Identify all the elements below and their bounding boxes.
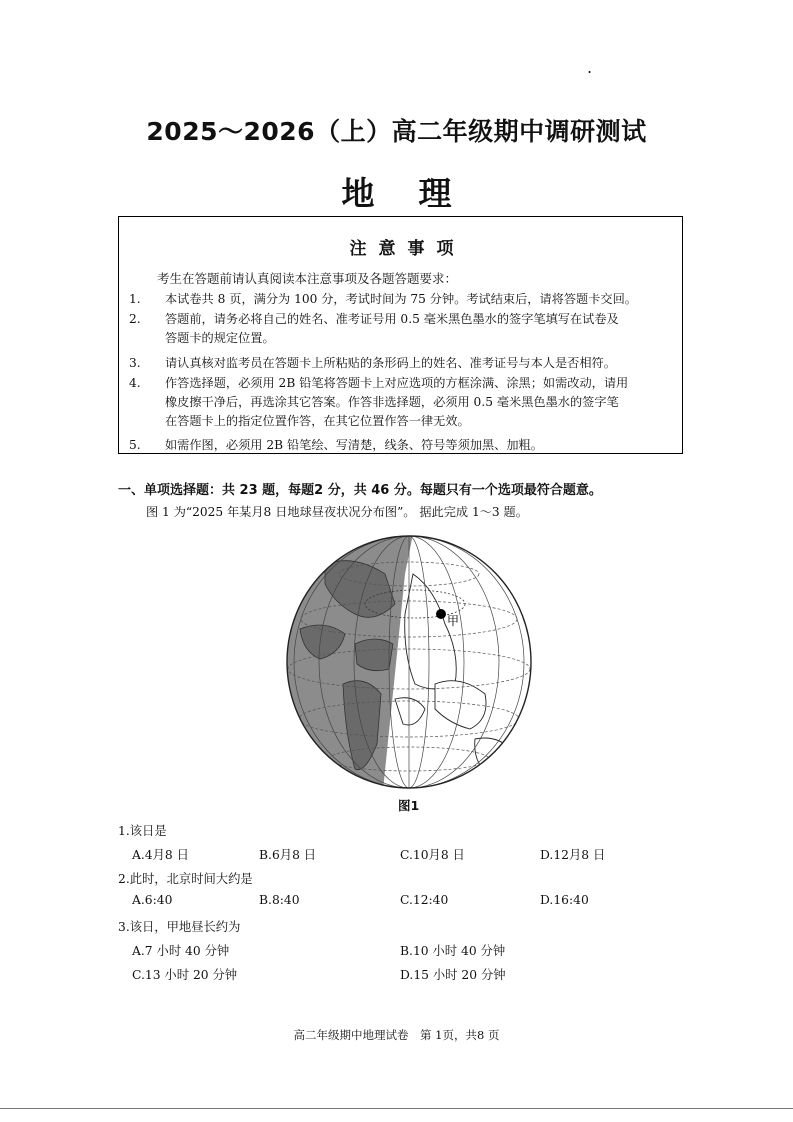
option-d: D.16:40 [540,893,589,907]
rule-number: 1. [129,292,141,306]
rule-line: 请认真核对监考员在答题卡上所粘贴的条形码上的姓名、准考证号与本人是否相符。 [165,356,616,370]
rule-number: 5. [129,438,141,452]
rule-number: 3. [129,356,141,370]
option-b: B.8:40 [259,893,300,907]
page-footer: 高二年级期中地理试卷 第 1页，共8 页 [293,1028,500,1042]
rule-line: 橡皮擦干净后，再选涂其它答案。作答非选择题，必须用 0.5 毫米黑色墨水的签字笔 [165,395,619,409]
globe-day-night-icon [285,534,533,790]
subject-title: 地理 [341,174,496,213]
notice-box [118,216,683,454]
exam-title: 2025～2026（上）高二年级期中调研测试 [146,117,647,146]
figure-caption: 图1 [398,798,420,813]
question-group-intro: 图 1 为“2025 年某月8 日地球昼夜状况分布图”。 据此完成 1～3 题。 [146,505,528,519]
rule-number: 2. [129,312,141,326]
rule-line: 本试卷共 8 页，满分为 100 分，考试时间为 75 分钟。考试结束后，请将答题卡交回。 [165,292,637,306]
option-a: A.7 小时 40 分钟 [132,944,230,958]
rule-line: 如需作图，必须用 2B 铅笔绘、写清楚，线条、符号等须加黑、加粗。 [165,438,543,452]
section-heading: 一、单项选择题：共 23 题，每题2 分，共 46 分。每题只有一个选项最符合题意。 [118,483,602,498]
figure-globe [285,534,533,790]
point-jia-marker [436,609,446,619]
option-c: C.13 小时 20 分钟 [132,968,238,982]
rule-line: 答题卡的规定位置。 [165,331,275,345]
rule-line: 答题前，请务必将自己的姓名、准考证号用 0.5 毫米黑色墨水的签字笔填写在试卷及 [165,312,619,326]
notice-intro: 考生在答题前请认真阅读本注意事项及各题答题要求： [157,271,458,286]
option-a: A.6:40 [132,893,173,907]
rule-line: 作答选择题，必须用 2B 铅笔将答题卡上对应选项的方框涂满、涂黑；如需改动，请用 [165,376,629,390]
option-c: C.12:40 [400,893,449,907]
point-jia-label: 甲 [447,614,460,628]
question-stem: 2.此时，北京时间大约是 [118,872,253,886]
option-a: A.4月8 日 [132,848,189,862]
option-b: B.6月8 日 [259,848,317,862]
option-d: D.15 小时 20 分钟 [400,968,506,982]
option-c: C.10月8 日 [400,848,465,862]
header-mark: . [587,58,593,77]
question-stem: 1.该日是 [118,824,167,838]
option-b: B.10 小时 40 分钟 [400,944,506,958]
option-d: D.12月8 日 [540,848,606,862]
rule-line: 在答题卡上的指定位置作答，在其它位置作答一律无效。 [165,414,470,428]
question-stem: 3.该日，甲地昼长约为 [118,920,241,934]
notice-heading: 注意事项 [349,239,466,259]
rule-number: 4. [129,376,141,390]
bottom-divider [0,1108,793,1109]
